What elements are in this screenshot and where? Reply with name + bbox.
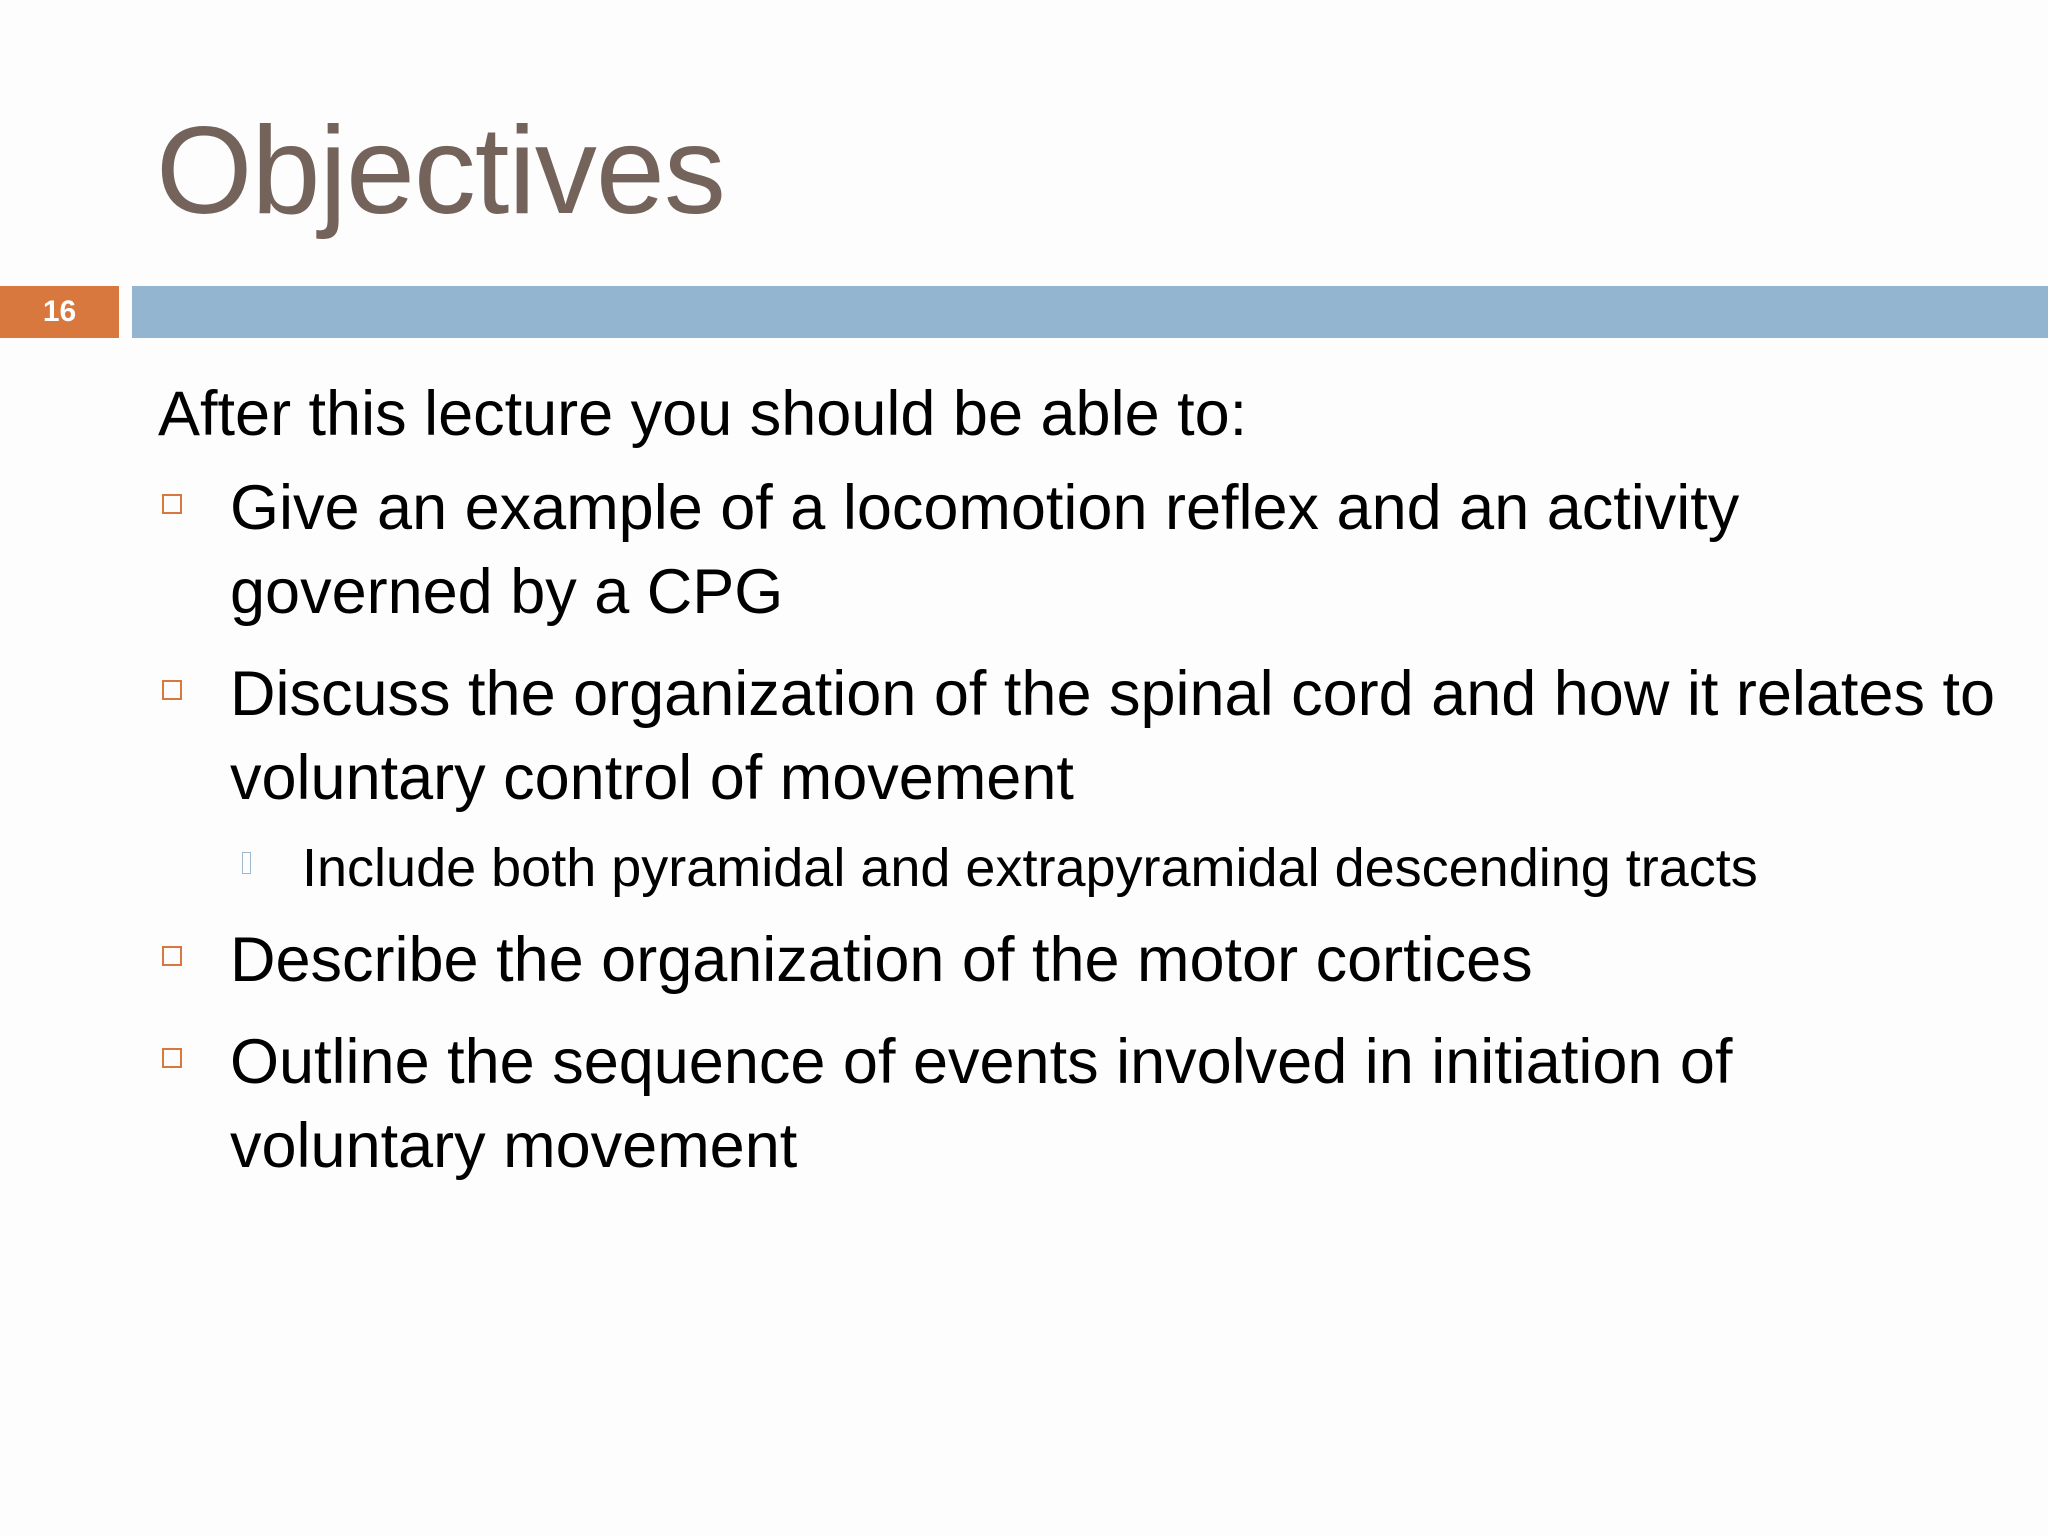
objective-item-4 (158, 1020, 1998, 1188)
objective-text-4: Outline the sequence of events involved in initiation of voluntary movement (230, 1027, 1733, 1181)
slide-body (158, 372, 1998, 1206)
hollow-square-bullet-icon (162, 1048, 182, 1068)
slide-number-badge: 16 (0, 286, 119, 338)
thin-rectangle-bullet-icon (242, 852, 251, 874)
hollow-square-bullet-icon (162, 946, 182, 966)
slide-title: Objectives (156, 102, 725, 240)
objective-sub-text-1: Include both pyramidal and extrapyramidal descending tracts (302, 838, 1758, 898)
intro-text: After this lecture you should be able to: (158, 379, 1248, 449)
objective-sub-item-1 (158, 832, 1998, 904)
title-rule-bar (132, 286, 2048, 338)
objective-item-1 (158, 466, 1998, 634)
objective-text-1: Give an example of a locomotion reflex and an activity governed by a CPG (230, 473, 1740, 627)
hollow-square-bullet-icon (162, 494, 182, 514)
hollow-square-bullet-icon (162, 680, 182, 700)
objective-item-3 (158, 918, 1998, 1002)
objective-text-3: Describe the organization of the motor cortices (230, 925, 1533, 995)
objective-item-2 (158, 652, 1998, 820)
objective-text-2: Discuss the organization of the spinal cord and how it relates to voluntary control of movement (230, 659, 1995, 813)
